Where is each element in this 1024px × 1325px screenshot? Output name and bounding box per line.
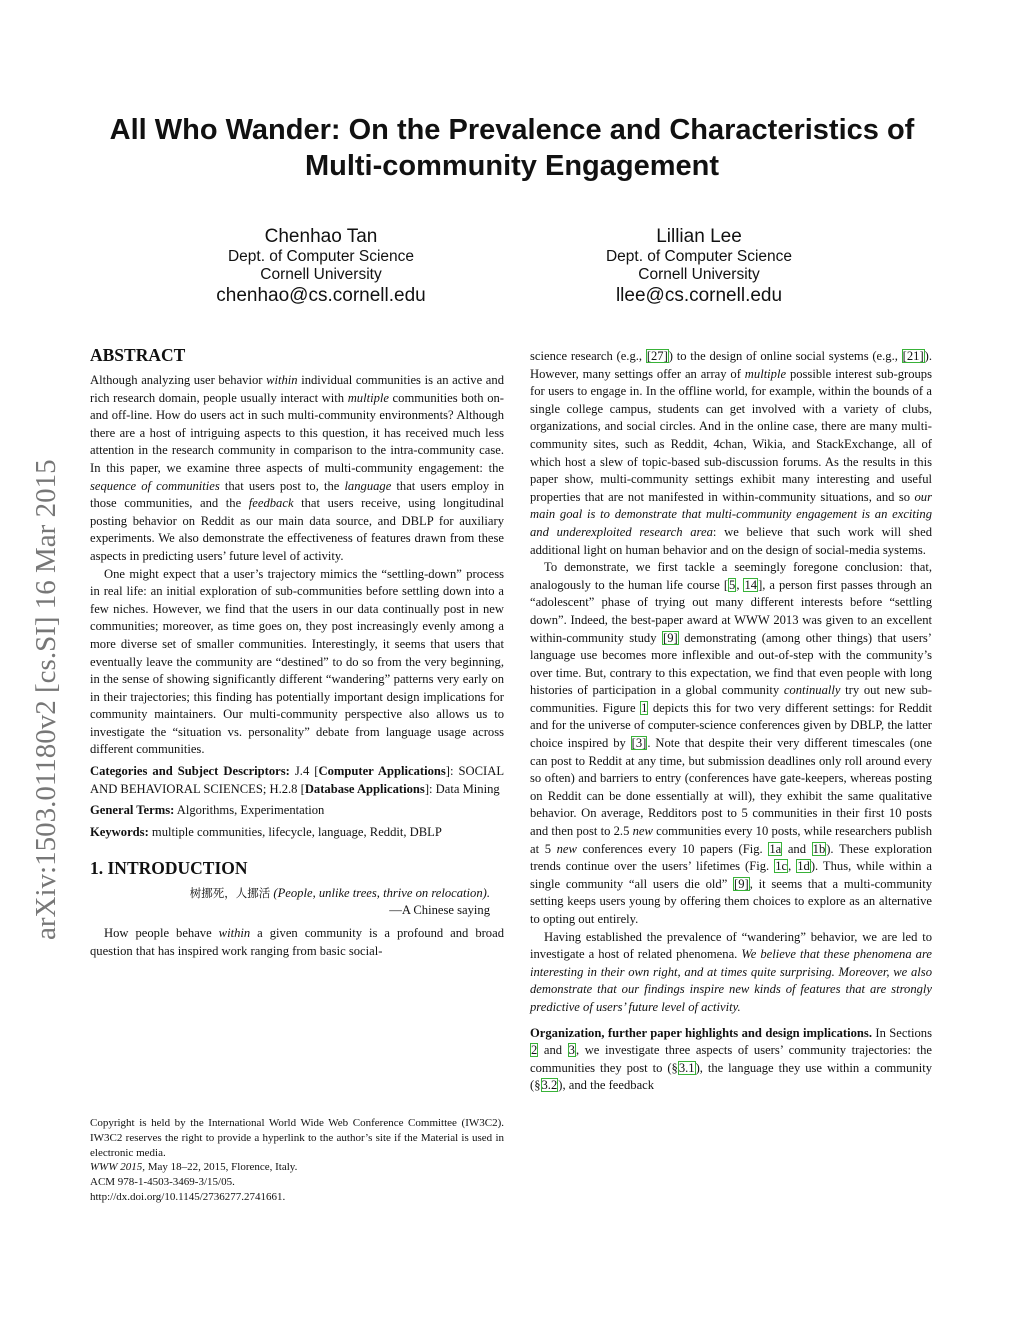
figure-link[interactable]: 1a — [769, 841, 782, 856]
author-name: Lillian Lee — [656, 226, 742, 247]
paper-title — [60, 112, 964, 184]
figure-link[interactable]: 1c — [775, 859, 788, 874]
citation-link[interactable]: [27] — [646, 349, 668, 363]
author-dept: Dept. of Computer Science — [227, 248, 415, 265]
citation-link[interactable]: [21] — [902, 349, 924, 363]
title-line-2: Multi-community Engagement — [304, 150, 720, 182]
right-column — [530, 348, 932, 1095]
author-block-2 — [549, 226, 849, 307]
epigraph-source: —A Chinese saying — [389, 903, 490, 918]
section-link[interactable]: 3.1 — [678, 1060, 695, 1075]
general-terms-line: General Terms: Algorithms, Experimentation — [90, 803, 325, 818]
arxiv-stamp: arXiv:1503.01180v2 [cs.SI] 16 Mar 2015 — [30, 459, 62, 940]
section-link[interactable]: 3 — [568, 1043, 575, 1058]
abstract-paragraph-1: Although analyzing user behavior within individual communities is an active and rich research domain, people usually interact with multiple communities both on- and off-line. How do users act in such multi-community environments? Although there are a host of intriguing aspects to this question, it has received much less attention in the research community in comparison to the intra-community case. In this paper, we examine three aspects of multi-community engagement: the sequence of communities that users post to, the language that users employ in those communities, and the feedback that users receive, using longitudinal posting behavior on Reddit as our main data source, and DBLP for auxiliary experiments. We also demonstrate the effectiveness of features drawn from these aspects in predicting users’ future level of activity. — [90, 373, 505, 563]
author-email: chenhao@cs.cornell.edu — [216, 285, 426, 306]
intro-paragraph-2: To demonstrate, we first tackle a seemingly foregone conclusion: that, analogously to the human life course [5, 14], a person first passes through an “adolescent” phase of trying out many different interests before “settling down”. Indeed, the best-paper award at WWW 2013 was given to an excellent within-community study [9] demonstrating (among other things) that users’ language use becomes more inflexible and out-of-step with the community’s over time. But, contrary to this expectation, we find that even people with long histories of participation in a global community continually try out new sub-communities. Figure 1 depicts this for two very different settings: for Reddit and for the universe of computer-science conferences given by DBLP, the latter choice inspired by [3]. Note that despite their very different timescales (one can post to Reddit at any time, but submission deadlines only roll around every so often) and barriers to entry (conferences have gate-keepers, whereas posting on Reddit can be done essentially at will), they exhibit the same qualitative behavior. On average, Redditors post to 5 communities in their first 10 posts and then post to 2.5 new communities every 10 posts, while researchers publish at 5 new conferences every 10 papers (Fig. 1a and 1b). These exploration trends continue over the users’ lifetimes (Fig. 1c, 1d). Thus, while within a single community “all users die old” [9], it seems that a multi-community setting keeps users young by offering them choices to explore as an alternative to opting out entirely. — [530, 560, 933, 926]
copyright-block — [90, 1116, 504, 1205]
citation-link[interactable]: 5 — [729, 577, 736, 592]
section-link[interactable]: 2 — [531, 1043, 538, 1058]
author-email: llee@cs.cornell.edu — [615, 285, 783, 306]
author-name: Chenhao Tan — [264, 226, 378, 247]
intro-paragraph-3: Having established the prevalence of “wandering” behavior, we are led to investigate a host of related phenomena. We believe that these phenomena are interesting in their own right, and at times quite surprising. Moreover, we also demonstrate that our findings inspire new kinds of features that are strongly predictive of users’ future level of activity. — [530, 929, 932, 1014]
citation-link[interactable]: [9] — [734, 876, 749, 891]
figure-link[interactable]: 1b — [812, 841, 826, 856]
acm-line: ACM 978-1-4503-3469-3/15/05. — [90, 1176, 235, 1189]
citation-link[interactable]: [9] — [663, 630, 678, 645]
author-block-1 — [171, 226, 471, 307]
categories-line: Categories and Subject Descriptors: J.4 [Computer Applications]: SOCIAL AND BEHAVIORAL SCIENCES; H.2.8 [Database Applications]: Data Mining — [90, 764, 505, 796]
copyright-notice: Copyright is held by the International World Wide Web Conference Committee (IW3C2). IW3C2 reserves the right to provide a hyperlink to the author’s site if the Material is used in electronic media. — [90, 1117, 504, 1159]
organization-paragraph: Organization, further paper highlights and design implications. In Sections 2 and 3, we investigate three aspects of users’ community trajectories: the communities they post to (§3.1), the language they use within a community (§3.2), and the feedback — [530, 1025, 932, 1093]
citation-link[interactable]: 14 — [744, 577, 758, 592]
figure-link[interactable]: 1d — [797, 859, 810, 874]
epigraph — [90, 885, 504, 919]
citation-link[interactable]: [3] — [631, 736, 647, 751]
left-column — [90, 344, 504, 961]
keywords-line: Keywords: multiple communities, lifecycle, language, Reddit, DBLP — [90, 824, 442, 839]
figure-link[interactable]: 1 — [641, 700, 648, 715]
author-univ: Cornell University — [260, 266, 382, 283]
author-univ: Cornell University — [638, 266, 760, 283]
author-dept: Dept. of Computer Science — [605, 248, 793, 265]
abstract-paragraph-2: One might expect that a user’s trajectory mimics the “settling-down” process in real life: an initial exploration of sub-communities before settling down into a few niches. However, we find that the users in our data continually post in new communities; moreover, as time goes on, they post increasingly evenly among a more diverse set of smaller communities. Interestingly, it seems that users that eventually leave the community are “destined” to do so from the very beginning, in the sense of showing significantly different “wandering” patterns very early on in their trajectories; this finding has potentially important design implications for community maintainers. Our multi-community perspective also allows us to investigate the “situation vs. personality” debate from language usage across different communities. — [90, 566, 504, 757]
doi-line: http://dx.doi.org/10.1145/2736277.2741661. — [90, 1190, 286, 1203]
title-line-1: All Who Wander: On the Prevalence and Characteristics of — [109, 114, 915, 146]
abstract-heading: ABSTRACT — [90, 345, 186, 365]
intro-paragraph-1-cont: science research (e.g., [27]) to the design of online social systems (e.g., [21]). However, many settings offer an array of multiple possible interest sub-groups for users to engage in. In the offline world, for example, within the bounds of a single college campus, students can get involved with a variety of clubs, organizations, and social circles. And in the online case, there are many multi-community sites, such as Reddit, 4chan, Wikia, and StackExchange, all of which host a slew of topic-based sub-discussion forums. As the results in this paper show, multi-community settings exhibit many interesting and useful properties that are not manifested in within-community situations, and so our main goal is to demonstrate that multi-community engagement is an exciting and underexploited research area: we believe that such work will shed additional light on human behavior and on the design of social-media systems. — [530, 349, 932, 557]
epigraph-chinese: 树挪死，人挪活 — [189, 886, 271, 901]
intro-paragraph-1: How people behave within a given community is a profound and broad question that has inspired work ranging from basic social- — [90, 926, 504, 959]
conference-line: WWW 2015, May 18–22, 2015, Florence, Italy. — [90, 1161, 298, 1174]
epigraph-translation: (People, unlike trees, thrive on relocation). — [273, 886, 490, 901]
section-link[interactable]: 3.2 — [541, 1078, 558, 1093]
introduction-heading: 1. INTRODUCTION — [90, 858, 248, 879]
